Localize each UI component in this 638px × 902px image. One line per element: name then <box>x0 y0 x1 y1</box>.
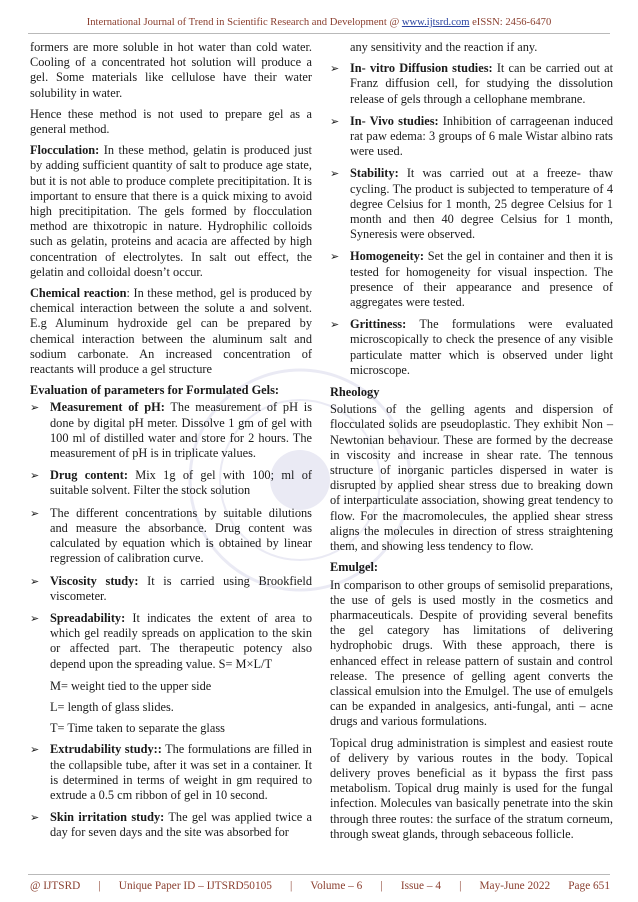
item-text: Inhibition of carrageenan induced rat paw edema: 3 groups of 6 male Wistar albino rats were used. <box>350 113 613 159</box>
footer-separator: | <box>380 880 383 892</box>
flocculation-title: Flocculation: <box>30 143 100 158</box>
list-item <box>330 114 613 160</box>
footer-issue: Issue – 4 <box>400 880 441 892</box>
list-item <box>30 400 312 461</box>
emulgel-paragraph: In comparison to other groups of semisolid preparations, the use of gels is used mostly in the cosmetics and pharmaceuticals. Despite of providing several benefits the gel category has limitations of delivering hydrophobic drugs. With these approach, there is enhanced effect in release pattern of sustain and control release. The presence of gelling agent converts the classical emulsion into the Emulgel. The use of emulgels can be expanded in analgesics, anti-fungal, anti – acne drugs and various formulations. <box>330 577 613 729</box>
list-item <box>30 506 312 567</box>
studies-list <box>330 61 613 378</box>
item-title: Spreadability: <box>50 610 126 625</box>
item-title: Skin irritation study: <box>50 810 165 825</box>
footer-divider <box>28 874 610 875</box>
item-title: Measurement of pH: <box>50 400 165 415</box>
item-text: The formulations were evaluated microscopically to check the presence of any visible particulate matter which is observed under light microscope. <box>350 317 613 377</box>
spread-definition: T= Time taken to separate the glass <box>50 721 225 736</box>
emulgel-heading: Emulgel: <box>330 560 379 575</box>
rheology-heading: Rheology <box>330 385 380 400</box>
list-item <box>330 249 613 310</box>
evaluation-list-continued <box>30 742 312 840</box>
flocculation-text: In these method, gelatin is produced just by adding sufficient quantity of salt to produce age state, but it is not able to produce complete precitipitation. It is important to ensure that there is a quick mixing to avoid high precitipitation. The gels formed by flocculation method are thixotropic in nature. Hydrophilic colloids such as gelatin, proteins and acacia are affected by high concentration of electrolytes. In salt out effect, the gelatin and colloidal doesn’t occur. <box>30 143 312 279</box>
header-divider <box>28 33 610 34</box>
rheology-paragraph: Solutions of the gelling agents and dispersion of flocculated solids are pseudoplastic. They exhibit Non – Newtonian behaviour. These are formed by the decrease in viscosity and increase in shear rate. The tennous structure of inorganic particles dispersed in water is disrupted by applied shear stress due to breaking down of interparticulate association, showing great tendency to flow. For the macromolecules, the applied shear stress aligns the molecules in direction of stress straightening them, and showing less tendency to flow. <box>330 402 613 554</box>
item-text: It can be carried out at Franz diffusion cell, for studying the dissolution release of gels through a cellophane membrane. <box>350 61 613 106</box>
footer-paper-id: Unique Paper ID – IJTSRD50105 <box>118 880 272 892</box>
item-text: Mix 1g of gel with 100; ml of suitable solvent. Filter the stock solution <box>50 468 312 498</box>
topical-paragraph: Topical drug administration is simplest and easiest route of delivery by various routes in the body. Topical delivery proves beneficial as it bypass the first pass metabolism. Topical drug mainly is used for the fungal infection. Molecules van basically penetrate into the skin through three routes: the surface of the stratum corneum, through sweat glands, through sebaceous follicle. <box>330 735 613 841</box>
header-journal-title: International Journal of Trend in Scientific Research and Development @ <box>86 17 402 28</box>
paragraph-intro: formers are more soluble in hot water than cold water. Cooling of a concentrated hot solution will produce a gel. Some materials like cellulose have their water solubility in water. <box>30 40 312 100</box>
evaluation-list <box>30 400 312 671</box>
item-text: The gel was applied twice a day for seven days and the site was absorbed for <box>50 810 312 840</box>
item-text: The measurement of pH is done by digital pH meter. Dissolve 1 gm of gel with 100 ml of distilled water and store for 2 hours. The measurement of pH is in triplicate values. <box>50 400 312 461</box>
item-title: Stability: <box>350 166 399 181</box>
paragraph-hence: Hence these method is not used to prepare gel as a general method. <box>30 106 312 137</box>
footer-page-number: Page 651 <box>568 880 610 892</box>
item-title: In- vitro Diffusion studies: <box>350 61 493 76</box>
list-item <box>330 61 613 107</box>
item-text: It is carried using Brookfield viscometer. <box>50 573 312 603</box>
list-item <box>30 810 312 840</box>
item-title: In- Vivo studies: <box>350 113 439 128</box>
running-header <box>0 17 638 28</box>
item-title: Homogeneity: <box>350 249 425 264</box>
footer-separator: | <box>290 880 293 892</box>
item-text: The formulations are filled in the collapsible tube, after it was set in a container. It is determined in terms of weight in gm required to extrude a 0.5 cm ribbon of gel in 10 second. <box>50 742 312 802</box>
chemical-reaction-title: Chemical reaction <box>30 286 127 301</box>
item-text: It was carried out at a freeze- thaw cycling. The product is subjected to temperature of 4 degree Celsius for 1 month, 25 degree Celsius for 1 month and then 40 degree Celsius for 1 month, Syneresis were observed. <box>350 166 613 242</box>
footer-separator: | <box>459 880 462 892</box>
footer-date: May-June 2022 <box>479 880 551 892</box>
item-text: The different concentrations by suitable dilutions and measure the absorbance. Drug content was calculated by equation which is obtained by linear regression of calibration curve. <box>50 505 312 566</box>
right-column <box>330 40 613 848</box>
list-item <box>330 166 613 242</box>
item-title: Extrudability study:: <box>50 742 162 757</box>
journal-url-link[interactable]: www.ijtsrd.com <box>401 17 470 28</box>
list-item <box>30 574 312 604</box>
footer-volume: Volume – 6 <box>310 880 363 892</box>
left-column <box>30 40 312 848</box>
item-title: Drug content: <box>50 468 128 483</box>
evaluation-heading: Evaluation of parameters for Formulated Gels: <box>30 383 280 398</box>
item-text: It indicates the extent of area to which gel readily spreads on application to the skin or affected part. The therapeutic potency also depend upon the spreading value. S= M×L/T <box>50 610 312 671</box>
list-item <box>30 742 312 803</box>
paragraph-chemical-reaction <box>30 286 312 377</box>
spread-definition: M= weight tied to the upper side <box>50 678 212 693</box>
item-text: Set the gel in container and then it is tested for homogeneity for visual inspection. The presence of their appearance and presence of aggregates were tested. <box>350 249 613 310</box>
running-footer <box>30 880 610 892</box>
header-issn: eISSN: 2456-6470 <box>472 17 552 28</box>
list-item <box>30 611 312 672</box>
paragraph-flocculation <box>30 143 312 280</box>
list-item <box>330 317 613 378</box>
spread-definition: L= length of glass slides. <box>50 699 174 714</box>
chemical-reaction-text: : In these method, gel is produced by chemical interaction between the solute a and solvent. E.g Aluminum hydroxide gel can be prepared by chemical interaction between the aluminum salt and sodium carbonate. An increased concentration of reactants will produce a gel structure <box>30 286 312 377</box>
item-title: Grittiness: <box>350 317 407 332</box>
footer-separator: | <box>98 880 101 892</box>
footer-journal: @ IJTSRD <box>30 880 81 892</box>
paragraph-continued: any sensitivity and the reaction if any. <box>350 40 538 54</box>
list-item <box>30 468 312 498</box>
item-title: Viscosity study: <box>50 573 139 588</box>
